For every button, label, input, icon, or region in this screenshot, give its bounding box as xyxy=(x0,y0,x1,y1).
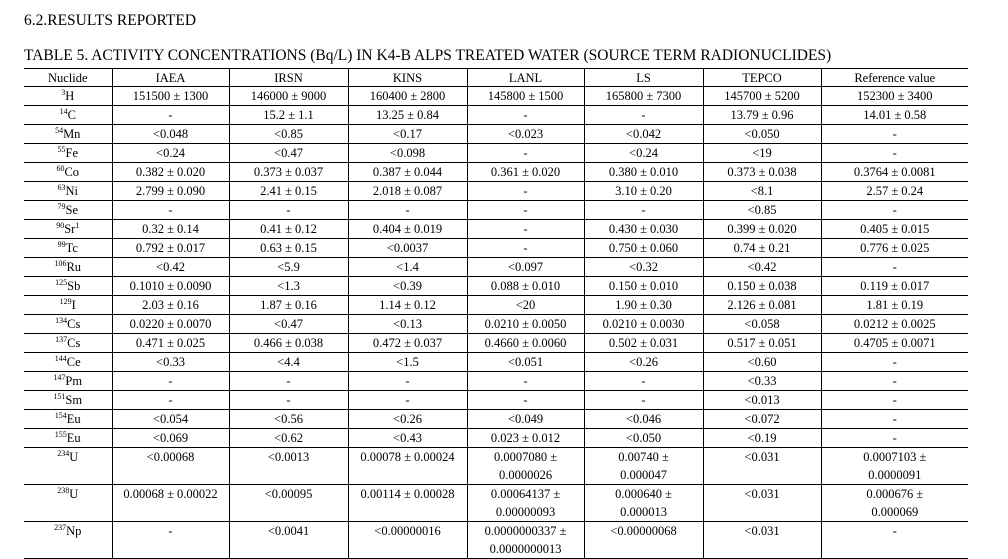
mass-number: 3 xyxy=(61,87,66,97)
value-cell-tepco: <0.85 xyxy=(703,201,821,220)
element-symbol: U xyxy=(69,487,79,501)
value-cell-reference-value: 0.776 ± 0.025 xyxy=(821,239,968,258)
value-cell-lanl: 0.00064137 ± 0.00000093 xyxy=(467,485,584,522)
value-cell-reference-value: - xyxy=(821,410,968,429)
value-cell-iaea: <0.24 xyxy=(112,144,229,163)
element-symbol: Eu xyxy=(66,431,81,445)
element-symbol: Cs xyxy=(67,336,81,350)
value-cell-iaea: 2.03 ± 0.16 xyxy=(112,296,229,315)
results-table xyxy=(24,68,968,559)
value-cell-ls: <0.050 xyxy=(584,429,703,448)
value-cell-reference-value: 152300 ± 3400 xyxy=(821,87,968,106)
value-cell-ls: 0.502 ± 0.031 xyxy=(584,334,703,353)
value-cell-irsn: - xyxy=(229,201,348,220)
table-row xyxy=(24,125,968,144)
value-cell-kins: - xyxy=(348,201,467,220)
value-cell-tepco: 13.79 ± 0.96 xyxy=(703,106,821,125)
table-row xyxy=(24,201,968,220)
mass-number: 99 xyxy=(57,239,66,249)
table-row xyxy=(24,220,968,239)
element-symbol: Co xyxy=(64,165,80,179)
value-cell-tepco: <0.19 xyxy=(703,429,821,448)
value-cell-lanl: 0.0000000337 ± 0.0000000013 xyxy=(467,522,584,559)
value-cell-reference-value: - xyxy=(821,429,968,448)
value-cell-lanl: <0.023 xyxy=(467,125,584,144)
value-cell-irsn: <5.9 xyxy=(229,258,348,277)
value-cell-lanl: - xyxy=(467,106,584,125)
value-cell-ls: 165800 ± 7300 xyxy=(584,87,703,106)
value-cell-iaea: 0.00068 ± 0.00022 xyxy=(112,485,229,522)
value-cell-iaea: - xyxy=(112,391,229,410)
value-cell-ls: <0.32 xyxy=(584,258,703,277)
header-lanl: LANL xyxy=(467,69,584,87)
table-row xyxy=(24,144,968,163)
value-cell-irsn: 0.41 ± 0.12 xyxy=(229,220,348,239)
value-cell-ls: 0.000640 ± 0.000013 xyxy=(584,485,703,522)
value-cell-lanl: 0.4660 ± 0.0060 xyxy=(467,334,584,353)
nuclide-cell xyxy=(24,448,112,485)
value-cell-ls: - xyxy=(584,372,703,391)
element-symbol: Ni xyxy=(65,184,78,198)
nuclide-cell xyxy=(24,522,112,559)
value-cell-lanl: 0.361 ± 0.020 xyxy=(467,163,584,182)
value-cell-reference-value: 0.3764 ± 0.0081 xyxy=(821,163,968,182)
value-cell-iaea: 0.382 ± 0.020 xyxy=(112,163,229,182)
value-cell-reference-value: - xyxy=(821,522,968,559)
value-cell-iaea: 151500 ± 1300 xyxy=(112,87,229,106)
section-title: 6.2.RESULTS REPORTED xyxy=(24,12,197,29)
value-cell-reference-value: - xyxy=(821,372,968,391)
element-symbol: Sm xyxy=(65,393,83,407)
value-cell-lanl: - xyxy=(467,182,584,201)
value-cell-ls: 0.750 ± 0.060 xyxy=(584,239,703,258)
value-cell-lanl: - xyxy=(467,201,584,220)
value-cell-iaea: - xyxy=(112,201,229,220)
value-cell-tepco: <0.050 xyxy=(703,125,821,144)
value-cell-iaea: <0.054 xyxy=(112,410,229,429)
nuclide-cell xyxy=(24,144,112,163)
value-cell-tepco: <0.031 xyxy=(703,522,821,559)
header-kins: KINS xyxy=(348,69,467,87)
value-cell-ls: 0.380 ± 0.010 xyxy=(584,163,703,182)
value-cell-irsn: 146000 ± 9000 xyxy=(229,87,348,106)
nuclide-cell xyxy=(24,353,112,372)
value-cell-ls: 1.90 ± 0.30 xyxy=(584,296,703,315)
value-cell-lanl: <0.097 xyxy=(467,258,584,277)
element-symbol: Ce xyxy=(66,355,81,369)
mass-number: 14 xyxy=(59,106,68,116)
value-cell-irsn: <0.56 xyxy=(229,410,348,429)
table-row xyxy=(24,296,968,315)
value-cell-lanl: 0.0007080 ± 0.0000026 xyxy=(467,448,584,485)
table-row xyxy=(24,163,968,182)
value-cell-kins: 1.14 ± 0.12 xyxy=(348,296,467,315)
element-symbol: U xyxy=(69,450,79,464)
value-cell-lanl: - xyxy=(467,220,584,239)
header-ls: LS xyxy=(584,69,703,87)
mass-number: 60 xyxy=(56,163,65,173)
value-cell-ls: <0.046 xyxy=(584,410,703,429)
value-cell-lanl: 145800 ± 1500 xyxy=(467,87,584,106)
value-cell-kins: 13.25 ± 0.84 xyxy=(348,106,467,125)
table-row xyxy=(24,87,968,106)
value-cell-reference-value: 0.0212 ± 0.0025 xyxy=(821,315,968,334)
value-cell-ls: - xyxy=(584,106,703,125)
table-row xyxy=(24,315,968,334)
header-tepco: TEPCO xyxy=(703,69,821,87)
mass-number: 137 xyxy=(55,334,68,344)
value-cell-kins: <0.17 xyxy=(348,125,467,144)
value-cell-iaea: - xyxy=(112,106,229,125)
value-cell-irsn: 0.466 ± 0.038 xyxy=(229,334,348,353)
value-cell-lanl: - xyxy=(467,372,584,391)
value-cell-ls: 3.10 ± 0.20 xyxy=(584,182,703,201)
nuclide-cell xyxy=(24,239,112,258)
value-cell-kins: 0.472 ± 0.037 xyxy=(348,334,467,353)
mass-number: 155 xyxy=(54,429,67,439)
value-cell-ls: <0.24 xyxy=(584,144,703,163)
value-cell-lanl: 0.088 ± 0.010 xyxy=(467,277,584,296)
value-cell-reference-value: - xyxy=(821,353,968,372)
mass-number: 106 xyxy=(54,258,67,268)
element-symbol: Fe xyxy=(65,146,78,160)
value-cell-ls: - xyxy=(584,201,703,220)
value-cell-tepco: 0.399 ± 0.020 xyxy=(703,220,821,239)
value-cell-kins: - xyxy=(348,391,467,410)
value-cell-irsn: <0.85 xyxy=(229,125,348,144)
table-row xyxy=(24,277,968,296)
value-cell-ls: 0.00740 ± 0.000047 xyxy=(584,448,703,485)
mass-number: 129 xyxy=(59,296,72,306)
value-cell-reference-value: 1.81 ± 0.19 xyxy=(821,296,968,315)
nuclide-cell xyxy=(24,201,112,220)
value-cell-iaea: 0.471 ± 0.025 xyxy=(112,334,229,353)
value-cell-tepco: <0.058 xyxy=(703,315,821,334)
value-cell-lanl: <0.049 xyxy=(467,410,584,429)
value-cell-kins: <0.098 xyxy=(348,144,467,163)
value-cell-iaea: 0.32 ± 0.14 xyxy=(112,220,229,239)
nuclide-cell xyxy=(24,106,112,125)
nuclide-cell xyxy=(24,410,112,429)
value-cell-lanl: <0.051 xyxy=(467,353,584,372)
value-cell-tepco: <0.031 xyxy=(703,448,821,485)
mass-number: 154 xyxy=(54,410,67,420)
table-row xyxy=(24,448,968,485)
value-cell-irsn: 0.373 ± 0.037 xyxy=(229,163,348,182)
table-row xyxy=(24,334,968,353)
value-cell-tepco: <8.1 xyxy=(703,182,821,201)
table-row xyxy=(24,391,968,410)
value-cell-tepco: 0.150 ± 0.038 xyxy=(703,277,821,296)
header-reference-value: Reference value xyxy=(821,69,968,87)
element-symbol: Sb xyxy=(67,279,81,293)
mass-number: 63 xyxy=(57,182,66,192)
nuclide-cell xyxy=(24,220,112,239)
value-cell-reference-value: - xyxy=(821,125,968,144)
mass-number: 79 xyxy=(57,201,66,211)
nuclide-cell xyxy=(24,182,112,201)
value-cell-ls: 0.0210 ± 0.0030 xyxy=(584,315,703,334)
value-cell-iaea: 0.0220 ± 0.0070 xyxy=(112,315,229,334)
value-cell-tepco: 0.74 ± 0.21 xyxy=(703,239,821,258)
table-row xyxy=(24,106,968,125)
mass-number: 55 xyxy=(57,144,66,154)
value-cell-kins: 0.00078 ± 0.00024 xyxy=(348,448,467,485)
header-row xyxy=(24,69,968,87)
value-cell-iaea: <0.048 xyxy=(112,125,229,144)
value-cell-iaea: 2.799 ± 0.090 xyxy=(112,182,229,201)
table-row xyxy=(24,522,968,559)
value-cell-ls: - xyxy=(584,391,703,410)
value-cell-ls: 0.430 ± 0.030 xyxy=(584,220,703,239)
element-symbol: H xyxy=(65,89,75,103)
element-symbol: I xyxy=(71,298,76,312)
header-irsn: IRSN xyxy=(229,69,348,87)
value-cell-tepco: 145700 ± 5200 xyxy=(703,87,821,106)
table-row xyxy=(24,258,968,277)
value-cell-tepco: <0.031 xyxy=(703,485,821,522)
value-cell-irsn: <0.0013 xyxy=(229,448,348,485)
element-symbol: Eu xyxy=(66,412,81,426)
value-cell-tepco: 0.373 ± 0.038 xyxy=(703,163,821,182)
value-cell-reference-value: 0.000676 ± 0.000069 xyxy=(821,485,968,522)
value-cell-iaea: 0.792 ± 0.017 xyxy=(112,239,229,258)
value-cell-kins: <0.43 xyxy=(348,429,467,448)
value-cell-reference-value: 0.405 ± 0.015 xyxy=(821,220,968,239)
element-symbol: Se xyxy=(65,203,78,217)
value-cell-irsn: 1.87 ± 0.16 xyxy=(229,296,348,315)
value-cell-ls: <0.00000068 xyxy=(584,522,703,559)
nuclide-cell xyxy=(24,277,112,296)
nuclide-cell xyxy=(24,485,112,522)
nuclide-cell xyxy=(24,372,112,391)
element-symbol: Ru xyxy=(66,260,82,274)
table-row xyxy=(24,372,968,391)
header-nuclide: Nuclide xyxy=(24,69,112,87)
table-row xyxy=(24,429,968,448)
value-cell-kins: 2.018 ± 0.087 xyxy=(348,182,467,201)
value-cell-lanl: - xyxy=(467,239,584,258)
nuclide-cell xyxy=(24,87,112,106)
nuclide-cell xyxy=(24,334,112,353)
value-cell-lanl: 0.023 ± 0.012 xyxy=(467,429,584,448)
value-cell-reference-value: - xyxy=(821,201,968,220)
value-cell-kins: <0.26 xyxy=(348,410,467,429)
value-cell-kins: <1.5 xyxy=(348,353,467,372)
value-cell-kins: <1.4 xyxy=(348,258,467,277)
value-cell-iaea: <0.42 xyxy=(112,258,229,277)
table-row xyxy=(24,353,968,372)
element-symbol: Pm xyxy=(65,374,83,388)
value-cell-kins: <0.39 xyxy=(348,277,467,296)
nuclide-cell xyxy=(24,296,112,315)
value-cell-reference-value: 0.4705 ± 0.0071 xyxy=(821,334,968,353)
value-cell-ls: <0.26 xyxy=(584,353,703,372)
value-cell-irsn: 0.63 ± 0.15 xyxy=(229,239,348,258)
value-cell-irsn: 15.2 ± 1.1 xyxy=(229,106,348,125)
value-cell-kins: 0.00114 ± 0.00028 xyxy=(348,485,467,522)
value-cell-iaea: <0.33 xyxy=(112,353,229,372)
value-cell-irsn: <0.62 xyxy=(229,429,348,448)
value-cell-tepco: 2.126 ± 0.081 xyxy=(703,296,821,315)
mass-number: 147 xyxy=(53,372,66,382)
value-cell-iaea: <0.069 xyxy=(112,429,229,448)
value-cell-tepco: <0.42 xyxy=(703,258,821,277)
value-cell-irsn: <0.47 xyxy=(229,144,348,163)
value-cell-iaea: <0.00068 xyxy=(112,448,229,485)
mass-number: 134 xyxy=(55,315,68,325)
value-cell-reference-value: - xyxy=(821,258,968,277)
nuclide-cell xyxy=(24,315,112,334)
value-cell-kins: 160400 ± 2800 xyxy=(348,87,467,106)
nuclide-cell xyxy=(24,391,112,410)
value-cell-irsn: 2.41 ± 0.15 xyxy=(229,182,348,201)
value-cell-reference-value: 14.01 ± 0.58 xyxy=(821,106,968,125)
mass-number: 54 xyxy=(55,125,64,135)
value-cell-kins: <0.00000016 xyxy=(348,522,467,559)
table-caption: TABLE 5. ACTIVITY CONCENTRATIONS (Bq/L) IN K4-B ALPS TREATED WATER (SOURCE TERM RADIONUCLIDES) xyxy=(24,47,832,64)
element-symbol: Sr xyxy=(64,222,76,236)
value-cell-irsn: - xyxy=(229,372,348,391)
header-iaea: IAEA xyxy=(112,69,229,87)
mass-number: 238 xyxy=(57,485,70,495)
nuclide-cell xyxy=(24,258,112,277)
value-cell-irsn: <4.4 xyxy=(229,353,348,372)
value-cell-reference-value: 0.0007103 ± 0.0000091 xyxy=(821,448,968,485)
value-cell-iaea: - xyxy=(112,522,229,559)
value-cell-irsn: <1.3 xyxy=(229,277,348,296)
value-cell-reference-value: - xyxy=(821,144,968,163)
value-cell-tepco: <0.33 xyxy=(703,372,821,391)
nuclide-cell xyxy=(24,163,112,182)
mass-number: 90 xyxy=(56,220,65,230)
value-cell-tepco: <19 xyxy=(703,144,821,163)
nuclide-cell xyxy=(24,429,112,448)
mass-number: 237 xyxy=(54,522,67,532)
value-cell-kins: <0.13 xyxy=(348,315,467,334)
value-cell-kins: <0.0037 xyxy=(348,239,467,258)
value-cell-ls: 0.150 ± 0.010 xyxy=(584,277,703,296)
mass-number: 151 xyxy=(53,391,66,401)
nuclide-cell xyxy=(24,125,112,144)
value-cell-reference-value: 0.119 ± 0.017 xyxy=(821,277,968,296)
value-cell-irsn: - xyxy=(229,391,348,410)
value-cell-tepco: <0.60 xyxy=(703,353,821,372)
value-cell-reference-value: - xyxy=(821,391,968,410)
value-cell-lanl: - xyxy=(467,144,584,163)
value-cell-irsn: <0.47 xyxy=(229,315,348,334)
value-cell-lanl: - xyxy=(467,391,584,410)
mass-number: 144 xyxy=(54,353,67,363)
value-cell-irsn: <0.0041 xyxy=(229,522,348,559)
table-row xyxy=(24,485,968,522)
value-cell-reference-value: 2.57 ± 0.24 xyxy=(821,182,968,201)
element-symbol: Cs xyxy=(67,317,81,331)
element-symbol: Tc xyxy=(65,241,78,255)
value-cell-kins: 0.404 ± 0.019 xyxy=(348,220,467,239)
value-cell-lanl: <20 xyxy=(467,296,584,315)
value-cell-kins: 0.387 ± 0.044 xyxy=(348,163,467,182)
value-cell-tepco: <0.072 xyxy=(703,410,821,429)
footnote-marker: 1 xyxy=(75,220,80,230)
value-cell-tepco: <0.013 xyxy=(703,391,821,410)
value-cell-kins: - xyxy=(348,372,467,391)
mass-number: 234 xyxy=(57,448,70,458)
value-cell-iaea: 0.1010 ± 0.0090 xyxy=(112,277,229,296)
table-row xyxy=(24,182,968,201)
element-symbol: Mn xyxy=(63,127,81,141)
value-cell-lanl: 0.0210 ± 0.0050 xyxy=(467,315,584,334)
element-symbol: C xyxy=(67,108,76,122)
table-row xyxy=(24,410,968,429)
value-cell-tepco: 0.517 ± 0.051 xyxy=(703,334,821,353)
value-cell-ls: <0.042 xyxy=(584,125,703,144)
value-cell-iaea: - xyxy=(112,372,229,391)
value-cell-irsn: <0.00095 xyxy=(229,485,348,522)
mass-number: 125 xyxy=(55,277,68,287)
element-symbol: Np xyxy=(66,524,82,538)
table-row xyxy=(24,239,968,258)
